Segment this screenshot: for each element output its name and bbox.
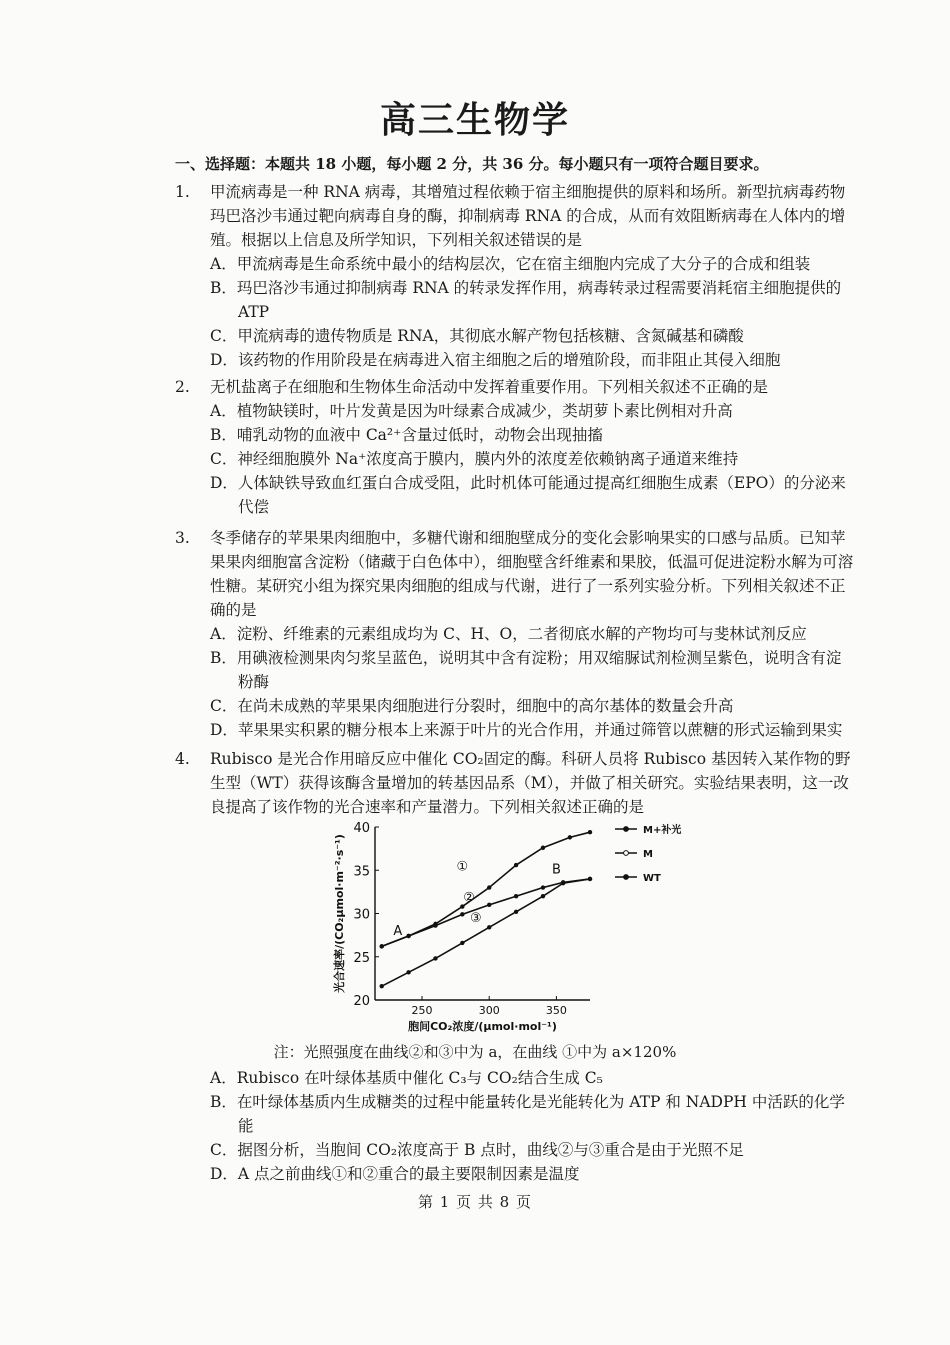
option-b: B．用碘液检测果肉匀浆呈蓝色，说明其中含有淀粉；用双缩脲试剂检测呈紫色，说明含有淀粉酶 [210, 649, 842, 691]
chart-annotation: ③ [469, 911, 482, 927]
data-point [514, 863, 518, 867]
x-axis-label: 胞间CO₂浓度/(μmol·mol⁻¹) [408, 1020, 557, 1033]
question-number: 3. [175, 529, 190, 547]
x-tick-label: 250 [411, 1004, 433, 1017]
y-tick-label: 30 [353, 907, 370, 923]
legend-marker-3 [624, 875, 629, 880]
data-point [380, 944, 384, 948]
option-d: D．A 点之前曲线①和②重合的最主要限制因素是温度 [210, 1165, 580, 1183]
question-4 [175, 747, 855, 819]
question-number: 4. [175, 750, 190, 768]
data-point [588, 830, 592, 834]
option-b: B．玛巴洛沙韦通过抑制病毒 RNA 的转录发挥作用，病毒转录过程需要消耗宿主细胞提供的 ATP [210, 279, 842, 321]
option-a: A．甲流病毒是生命系统中最小的结构层次，它在宿主细胞内完成了大分子的合成和组装 [210, 255, 811, 273]
data-point [588, 877, 592, 881]
question-1 [175, 180, 855, 372]
page-footer: 第 1 页 共 8 页 [418, 1193, 532, 1211]
data-point [487, 903, 491, 907]
data-point [514, 894, 518, 898]
data-point [460, 941, 464, 945]
question-stem: 甲流病毒是一种 RNA 病毒，其增殖过程依赖于宿主细胞提供的原料和场所。新型抗病毒药物玛巴洛沙韦通过靶向病毒自身的酶，抑制病毒 RNA 的合成，从而有效阻断病毒在人体内的增殖。根据以上信息及所学知识，下列相关叙述错误的是 [210, 183, 846, 249]
question-3 [175, 526, 855, 742]
x-tick-label: 300 [478, 1004, 500, 1017]
option-d: D．人体缺铁导致血红蛋白合成受阻，此时机体可能通过提高红细胞生成素（EPO）的分泌来代偿 [210, 474, 846, 516]
data-point [568, 835, 572, 839]
option-d: D．苹果果实积累的糖分根本上来源于叶片的光合作用，并通过筛管以蔗糖的形式运输到果实 [210, 721, 843, 739]
option-c: C．在尚未成熟的苹果果肉细胞进行分裂时，细胞中的高尔基体的数量会升高 [210, 697, 734, 715]
page-title: 高三生物学 [379, 99, 570, 141]
data-point [514, 910, 518, 914]
question-stem: 冬季储存的苹果果肉细胞中，多糖代谢和细胞壁成分的变化会影响果实的口感与品质。已知苹果果肉细胞富含淀粉（储藏于白色体中），细胞壁含纤维素和果胶，低温可促进淀粉水解为可溶性糖。某研究小组为探究果肉细胞的组成与代谢，进行了一系列实验分析。下列相关叙述不正确的是 [210, 529, 854, 619]
data-point [406, 970, 410, 974]
question-2 [175, 375, 855, 519]
question-number: 2. [175, 378, 190, 396]
option-d: D．该药物的作用阶段是在病毒进入宿主细胞之后的增殖阶段，而非阻止其侵入细胞 [210, 351, 781, 369]
option-c: C．甲流病毒的遗传物质是 RNA，其彻底水解产物包括核糖、含氮碱基和磷酸 [210, 327, 744, 345]
data-point [541, 846, 545, 850]
y-tick-label: 20 [353, 994, 370, 1009]
y-tick-label: 25 [353, 950, 370, 966]
section-header: 一、选择题：本题共 18 小题，每小题 2 分，共 36 分。每小题只有一项符合题目要求。 [175, 155, 769, 173]
y-tick-label: 35 [353, 864, 370, 880]
question-stem: Rubisco 是光合作用暗反应中催化 CO₂固定的酶。科研人员将 Rubisco 基因转入某作物的野生型（WT）获得该酶含量增加的转基因品系（M），并做了相关研究。实验结果表明，这一改良提高了该作物的光合速率和产量潜力。下列相关叙述正确的是 [210, 750, 851, 816]
photosynthesis-chart [325, 815, 705, 1040]
data-point [380, 984, 384, 988]
question-stem: 无机盐离子在细胞和生物体生命活动中发挥着重要作用。下列相关叙述不正确的是 [210, 378, 769, 396]
option-a: A．淀粉、纤维素的元素组成均为 C、H、O，二者彻底水解的产物均可与斐林试剂反应 [210, 625, 807, 643]
data-point [541, 894, 545, 898]
data-point [460, 912, 464, 916]
option-c: C．神经细胞膜外 Na⁺浓度高于膜内，膜内外的浓度差依赖钠离子通道来维持 [210, 450, 739, 468]
data-point [541, 885, 545, 889]
data-point [487, 925, 491, 929]
option-a: A．植物缺镁时，叶片发黄是因为叶绿素合成减少，类胡萝卜素比例相对升高 [210, 402, 733, 420]
data-point [561, 881, 565, 885]
y-axis-label: 光合速率/(CO₂μmol·m⁻²·s⁻¹) [333, 834, 346, 993]
y-tick-label: 40 [353, 821, 370, 836]
legend-label: WT [643, 873, 661, 884]
question-number: 1. [175, 183, 190, 201]
chart-annotation: B [551, 862, 561, 878]
data-point [406, 934, 410, 938]
legend-marker-2 [624, 851, 629, 856]
chart-annotation: A [393, 924, 403, 940]
chart-note: 注：光照强度在曲线②和③中为 a，在曲线 ①中为 a×120% [273, 1043, 677, 1061]
chart-annotation: ① [456, 859, 469, 875]
data-point [487, 885, 491, 889]
x-tick-label: 350 [545, 1004, 567, 1017]
chart-annotation: ② [463, 890, 475, 906]
option-c: C．据图分析，当胞间 CO₂浓度高于 B 点时，曲线②与③重合是由于光照不足 [210, 1141, 744, 1159]
legend-label: M [643, 849, 653, 860]
data-point [433, 956, 437, 960]
question-4-options [175, 1066, 855, 1186]
legend-label: M+补光 [643, 825, 682, 836]
option-b: B．哺乳动物的血液中 Ca²⁺含量过低时，动物会出现抽搐 [210, 426, 603, 444]
data-point [433, 923, 437, 927]
chart-svg [325, 815, 705, 1040]
option-a: A．Rubisco 在叶绿体基质中催化 C₃与 CO₂结合生成 C₅ [210, 1069, 603, 1087]
series-line-3 [382, 879, 590, 986]
option-b: B．在叶绿体基质内生成糖类的过程中能量转化是光能转化为 ATP 和 NADPH 中活跃的化学能 [210, 1093, 845, 1135]
legend-marker-1 [624, 827, 629, 832]
